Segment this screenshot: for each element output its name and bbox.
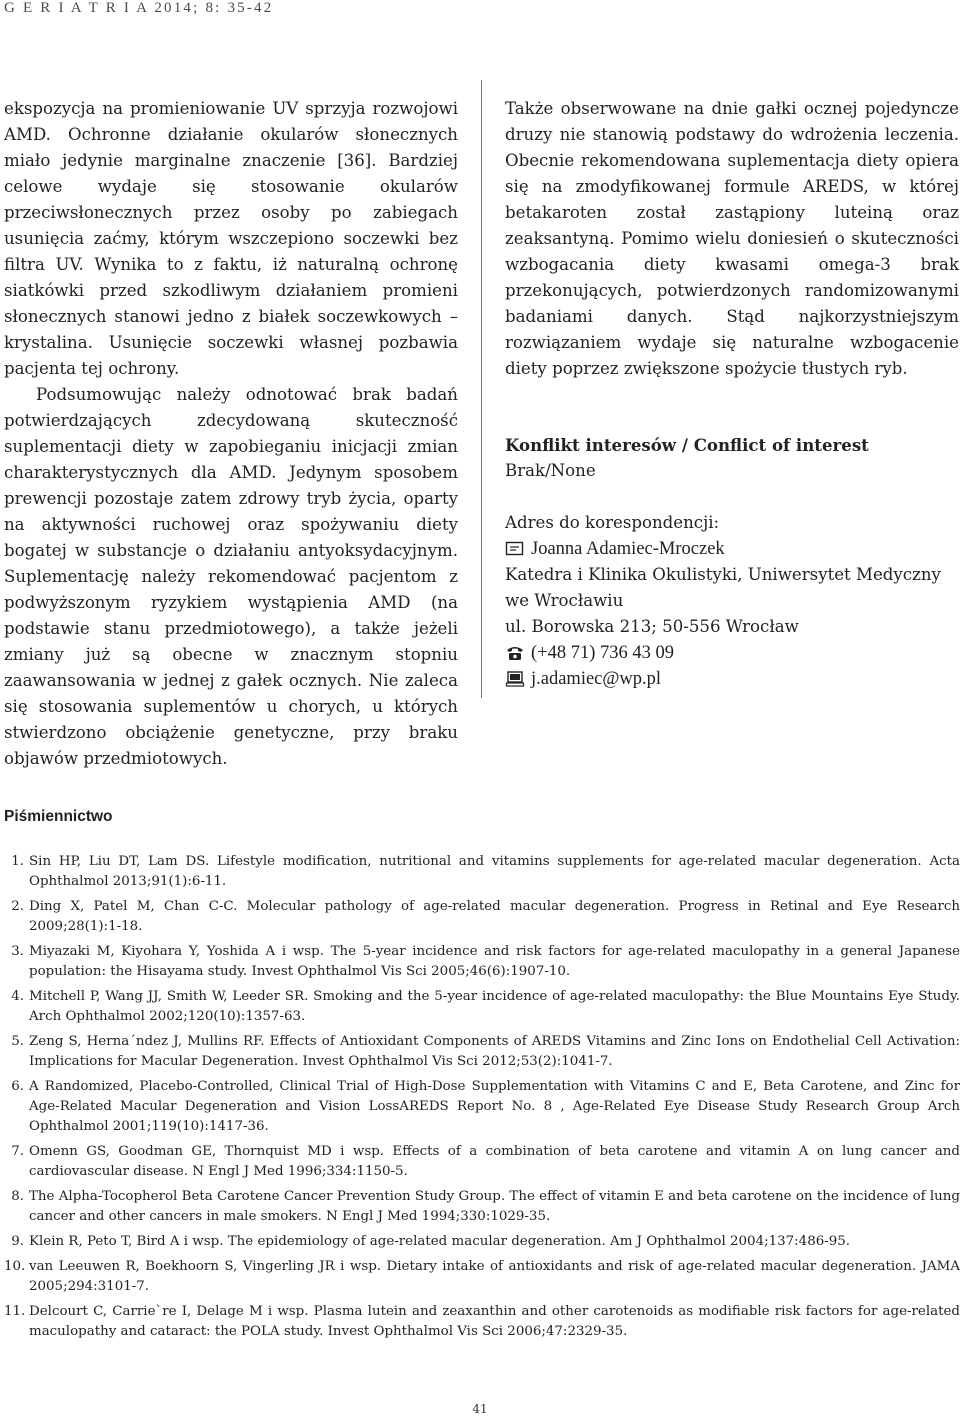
email-line [505, 666, 959, 692]
reference-number: 10. [4, 1259, 26, 1274]
reference-text: A Randomized, Placebo-Controlled, Clinical Trial of High-Dose Supplementation with Vitamins C and E, Beta Carotene, and Zinc for Age-Related Macular Degeneration and Vision LossAREDS Report No. 8 , Age-Related Eye Disease Study Research Group Arch Ophthalmol 2001;119(10):1417-36. [29, 1079, 960, 1134]
page-number: 41 [472, 1402, 488, 1416]
reference-text: Zeng S, Herna´ndez J, Mullins RF. Effects of Antioxidant Components of AREDS Vitamins and Zinc Ions on Endothelial Cell Activation: Implications for Macular Degeneration. Invest Ophthalmol Vis Sci 2012;53(2):1041-7. [29, 1034, 960, 1069]
institution-line: Katedra i Klinika Okulistyki, Uniwersytet Medyczny [505, 565, 941, 584]
reference-number: 9. [11, 1234, 24, 1249]
reference-text: Sin HP, Liu DT, Lam DS. Lifestyle modification, nutritional and vitamins supplements for age-related macular degeneration. Acta Ophthalmol 2013;91(1):6-11. [29, 854, 960, 889]
reference-item [4, 1142, 960, 1182]
reference-item [4, 1257, 960, 1297]
running-head: G E R I A T R I A 2014; 8: 35-42 [4, 0, 274, 16]
reference-text: The Alpha-Tocopherol Beta Carotene Cancer Prevention Study Group. The effect of vitamin E and beta carotene on the incidence of lung cancer and other cancers in male smokers. N Engl J Med 1994;330:1029-35. [29, 1189, 960, 1224]
telephone-icon [505, 644, 525, 662]
reference-number: 5. [11, 1034, 24, 1049]
conflict-of-interest [505, 432, 959, 484]
reference-number: 8. [11, 1189, 24, 1204]
reference-number: 4. [11, 989, 24, 1004]
reference-number: 11. [4, 1304, 26, 1319]
conflict-value: Brak/None [505, 461, 596, 480]
address-heading: Adres do korespondencji: [505, 513, 720, 532]
references-heading: Piśmiennictwo [4, 808, 113, 825]
phone-line [505, 640, 959, 666]
mail-envelope-icon [505, 540, 525, 558]
reference-item [4, 942, 960, 982]
reference-text: van Leeuwen R, Boekhoorn S, Vingerling JR i wsp. Dietary intake of antioxidants and risk of age-related macular degeneration. JAMA 2005;294:3101-7. [29, 1259, 960, 1294]
author-name-line [505, 536, 959, 562]
right-column [505, 96, 959, 692]
reference-number: 7. [11, 1144, 24, 1159]
author-name: Joanna Adamiec-Mroczek [531, 539, 725, 559]
conflict-heading: Konflikt interesów / Conflict of interest [505, 435, 869, 455]
reference-item [4, 987, 960, 1027]
computer-icon [505, 670, 525, 688]
reference-item [4, 1232, 960, 1252]
reference-item [4, 1077, 960, 1137]
body-paragraph: ekspozycja na promieniowanie UV sprzyja rozwojowi AMD. Ochronne działanie okularów słonecznych miało jedynie marginalne znaczenie [36]. Bardziej celowe wydaje się stosowanie okularów przeciwsłonecznych przez osoby po zabiegach usunięcia zaćmy, którym wszczepiono soczewki bez filtra UV. Wynika to z faktu, iż naturalną ochronę siatkówki przed szkodliwym działaniem promieni słonecznych stanowi jedno z białek soczewkowych – krystalina. Usunięcie soczewki własnej pozbawia pacjenta tej ochrony. [4, 99, 458, 378]
reference-text: Klein R, Peto T, Bird A i wsp. The epidemiology of age-related macular degeneration. Am J Ophthalmol 2004;137:486-95. [29, 1234, 851, 1249]
reference-item [4, 897, 960, 937]
column-divider [481, 80, 482, 698]
reference-text: Miyazaki M, Kiyohara Y, Yoshida A i wsp. The 5-year incidence and risk factors for age-related maculopathy in a general Japanese population: the Hisayama study. Invest Ophthalmol Vis Sci 2005;46(6):1907-10. [29, 944, 960, 979]
reference-number: 1. [11, 854, 24, 869]
reference-item [4, 1302, 960, 1342]
phone-number: (+48 71) 736 43 09 [531, 643, 675, 663]
reference-text: Ding X, Patel M, Chan C-C. Molecular pathology of age-related macular degeneration. Progress in Retinal and Eye Research 2009;28(1):1-18. [29, 899, 960, 934]
reference-item [4, 852, 960, 892]
reference-item [4, 1032, 960, 1072]
reference-number: 6. [11, 1079, 24, 1094]
reference-number: 2. [11, 899, 24, 914]
institution-line: we Wrocławiu [505, 591, 624, 610]
street-address: ul. Borowska 213; 50-556 Wrocław [505, 617, 799, 636]
reference-item [4, 1187, 960, 1227]
reference-text: Mitchell P, Wang JJ, Smith W, Leeder SR. Smoking and the 5-year incidence of age-related maculopathy: the Blue Mountains Eye Study. Arch Ophthalmol 2002;120(10):1357-63. [29, 989, 960, 1024]
reference-number: 3. [11, 944, 24, 959]
correspondence-address [505, 510, 959, 692]
left-column [4, 96, 458, 772]
references-list [4, 852, 960, 1347]
body-paragraph: Także obserwowane na dnie gałki ocznej pojedyncze druzy nie stanowią podstawy do wdrożenia leczenia. Obecnie rekomendowana suplementacja diety opiera się na zmodyfikowanej formule AREDS, w której betakaroten został zastąpiony luteiną oraz zeaksantyną. Pomimo wielu doniesień o skuteczności wzbogacania diety kwasami omega-3 brak przekonujących, potwierdzonych randomizowanymi badaniami danych. Stąd najkorzystniejszym rozwiązaniem wydaje się naturalne wzbogacenie diety poprzez zwiększone spożycie tłustych ryb. [505, 99, 959, 378]
reference-text: Omenn GS, Goodman GE, Thornquist MD i wsp. Effects of a combination of beta carotene and vitamin A on lung cancer and cardiovascular disease. N Engl J Med 1996;334:1150-5. [29, 1144, 960, 1179]
email-address[interactable]: j.adamiec@wp.pl [531, 669, 662, 689]
reference-text: Delcourt C, Carrie`re I, Delage M i wsp. Plasma lutein and zeaxanthin and other carotenoids as modifiable risk factors for age-related maculopathy and cataract: the POLA study. Invest Ophthalmol Vis Sci 2006;47:2329-35. [29, 1304, 960, 1339]
body-paragraph: Podsumowując należy odnotować brak badań potwierdzających zdecydowaną skuteczność suplementacji diety w zapobieganiu inicjacji zmian charakterystycznych dla AMD. Jedynym sposobem prewencji pozostaje zatem zdrowy tryb życia, oparty na aktywności ruchowej oraz spożywaniu diety bogatej w substancje o działaniu antyoksydacyjnym. Suplementację należy rekomendować pacjentom z podwyższonym ryzykiem wystąpienia AMD (na podstawie stanu przedmiotowego), a także jeżeli zmiany już są obecne w znacznym stopniu zaawansowania w jednej z gałek ocznych. Nie zaleca się stosowania suplementów u chorych, u których stwierdzono obciążenie genetyczne, przy braku objawów przedmiotowych. [4, 385, 458, 768]
